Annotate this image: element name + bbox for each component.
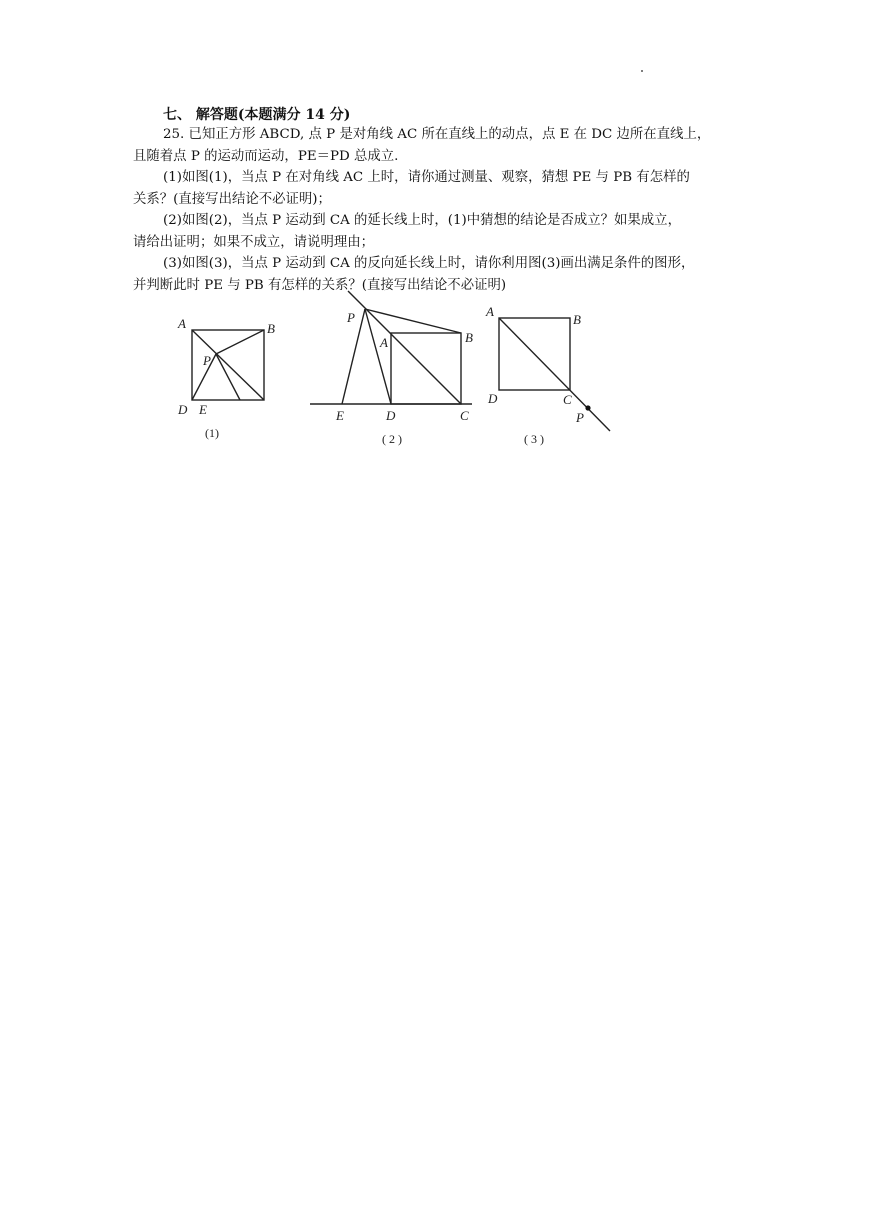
fig1-caption: (1)	[205, 426, 219, 440]
question-3-line-2: 并判断此时 PE 与 PB 有怎样的关系？(直接写出结论不必证明)	[133, 277, 507, 293]
question-2-line-1: (2)如图(2)，当点 P 运动到 CA 的延长线上时，(1)中猜想的结论是否成立？如果成立，	[163, 213, 681, 228]
section-title: 七、 解答题(本题满分 14 分)	[163, 107, 351, 123]
problem-line-1: 25. 已知正方形 ABCD, 点 P 是对角线 AC 所在直线上的动点，点 E 在 DC 边所在直线上，	[163, 127, 711, 142]
fig2-caption: ( 2 )	[382, 432, 402, 446]
fig3-label-d: D	[488, 391, 498, 406]
figure-2	[310, 291, 472, 404]
fig1-segment-pb	[216, 330, 264, 354]
fig2-segment-pb	[365, 309, 461, 333]
fig3-caption: ( 3 )	[524, 432, 544, 446]
fig3-diagonal-extended	[499, 318, 610, 431]
fig2-label-p: P	[347, 310, 355, 325]
fig3-label-a: A	[486, 304, 494, 319]
question-1-line-2: 关系？(直接写出结论不必证明)；	[133, 191, 331, 207]
fig1-label-a: A	[178, 316, 186, 331]
question-2-line-2: 请给出证明；如果不成立，请说明理由；	[133, 234, 375, 250]
question-1-line-1: (1)如图(1)，当点 P 在对角线 AC 上时，请你通过测量、观察，猜想 PE 与 PB 有怎样的	[163, 170, 690, 185]
fig1-segment-pe	[216, 354, 240, 400]
fig2-label-e: E	[336, 408, 344, 423]
fig2-label-b: B	[465, 330, 473, 345]
fig3-point-p	[585, 405, 590, 410]
fig2-extended-diagonal	[348, 291, 461, 404]
problem-line-2: 且随着点 P 的运动而运动，PE＝PD 总成立.	[133, 148, 399, 164]
fig2-segment-pd	[365, 309, 391, 404]
fig2-label-d: D	[386, 408, 396, 423]
question-3-line-1: (3)如图(3)，当点 P 运动到 CA 的反向延长线上时，请你利用图(3)画出满足条件的图形，	[163, 256, 695, 271]
fig3-label-p: P	[576, 410, 584, 425]
fig2-label-a: A	[380, 335, 388, 350]
fig3-label-b: B	[573, 312, 581, 327]
fig2-label-c: C	[460, 408, 469, 423]
fig1-label-b: B	[267, 321, 275, 336]
fig1-label-d: D	[178, 402, 188, 417]
fig3-label-c: C	[563, 392, 572, 407]
geometry-figures	[170, 285, 630, 455]
fig1-label-e: E	[199, 402, 207, 417]
problem-text	[133, 124, 741, 296]
fig1-label-p: P	[203, 353, 211, 368]
page-dot-mark	[641, 70, 643, 72]
figure-3	[499, 318, 610, 431]
